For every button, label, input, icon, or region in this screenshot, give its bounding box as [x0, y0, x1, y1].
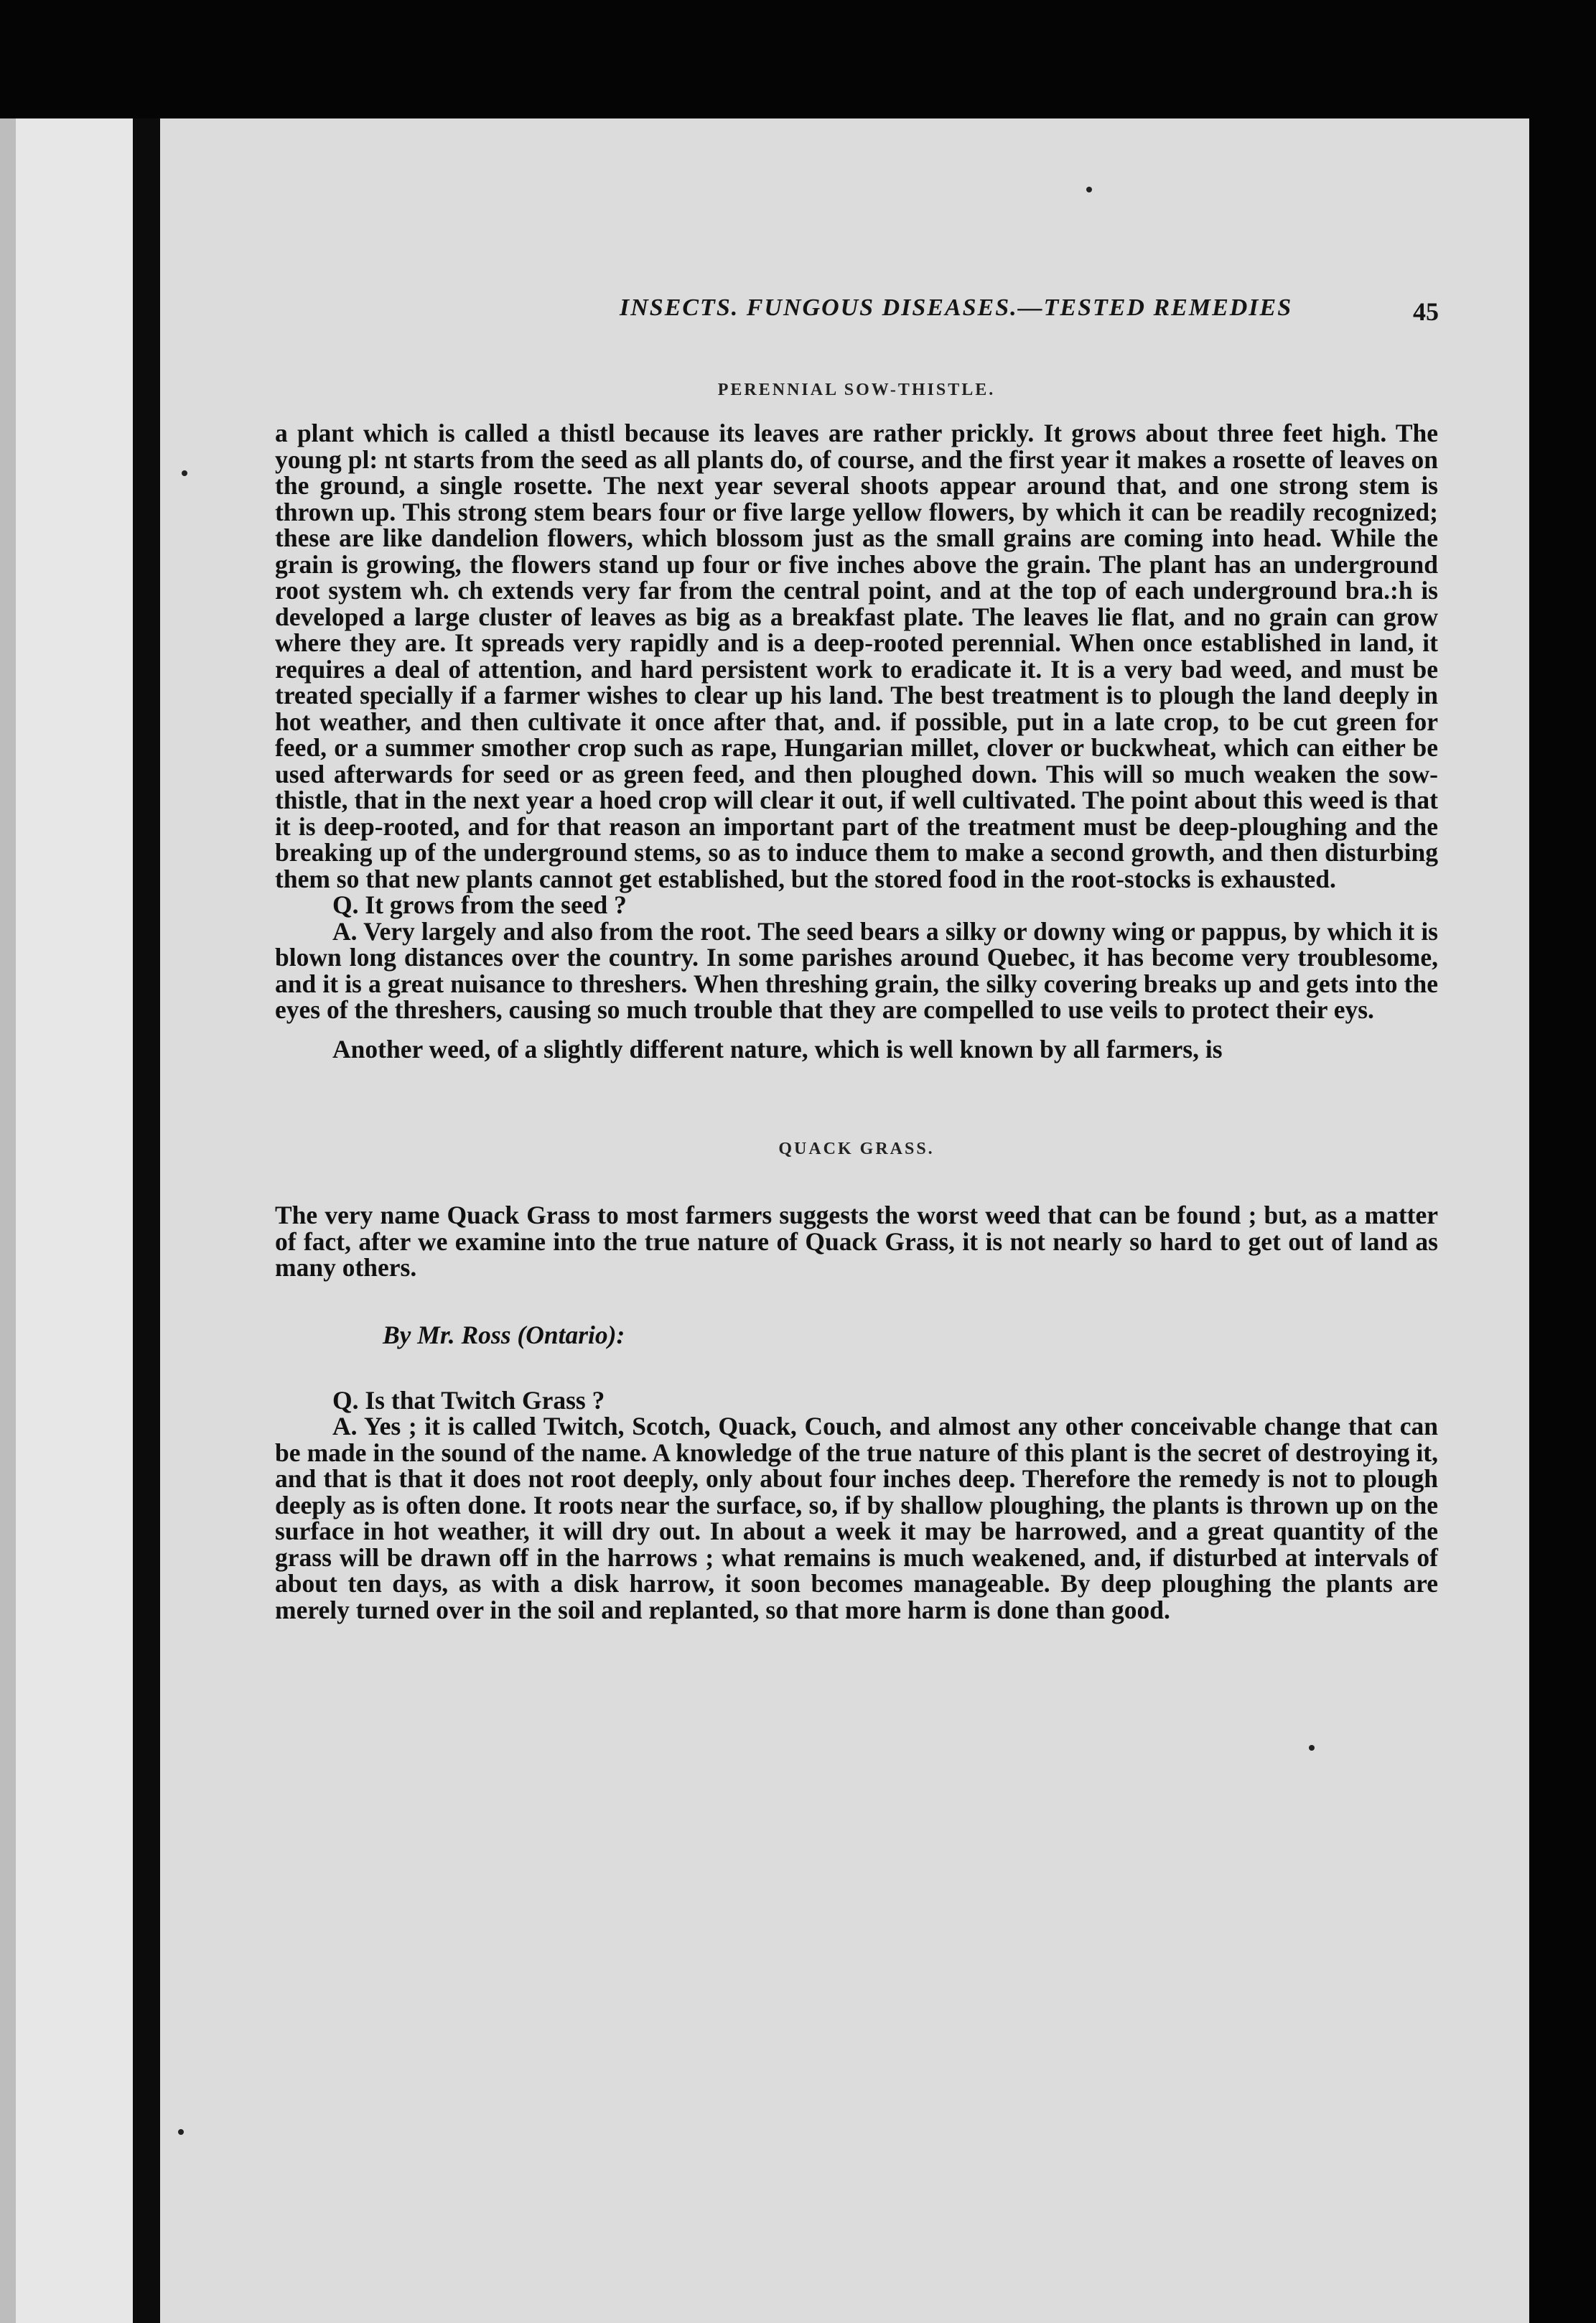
- running-head: INSECTS. FUNGOUS DISEASES.—TESTED REMEDIES: [620, 294, 1293, 321]
- scan-right-border: [1529, 0, 1596, 2323]
- paragraph: a plant which is called a thistl because its leaves are rather prickly. It grows about three feet high. The young pl: nt starts from the seed as all plants do, of course, and the first year it makes a rosette of leaves on the ground, a single rosette. The next year several shoots appear around that, and one strong stem is thrown up. This strong stem bears four or five large yellow flowers, by which it can be readily recognized; these are like dandelion flowers, which blossom just as the small grains are coming into head. While the grain is growing, the flowers stand up four or five inches above the grain. The plant has an underground root system wh. ch extends very far from the central point, and at the top of each underground bra.:h is developed a large cluster of leaves as big as a breakfast plate. The leaves lie flat, and no grain can grow where they are. It spreads very rapidly and is a deep-rooted perennial. When once established in land, it requires a deal of attention, and hard persistent work to eradicate it. It is a very bad weed, and must be treated specially if a farmer wishes to clear up his land. The best treatment is to plough the land deeply in hot weather, and then cultivate it once after that, and. if possible, put in a late crop, to be cut green for feed, or a summer smother crop such as rape, Hungarian millet, clover or buckwheat, which can either be used afterwards for seed or as green feed, and then ploughed down. This will so much weaken the sow-thistle, that in the next year a hoed crop will clear it out, if well cultivated. The point about this weed is that it is deep-rooted, and for that reason an important part of the treatment must be deep-ploughing and the breaking up of the underground stems, so as to induce them to make a second growth, and then disturbing them so that new plants cannot get established, but the stored food in the root-stocks is exhausted.: [275, 419, 1438, 893]
- paragraph: Another weed, of a slightly different nature, which is well known by all farmers, is: [332, 1034, 1223, 1063]
- page-speck: [1086, 187, 1092, 192]
- answer: A. Yes ; it is called Twitch, Scotch, Quack, Couch, and almost any other conceivable change that can be made in the sound of the name. A knowledge of the true nature of this plant is the secret of destroying it, and that is that it does not root deeply, only about four inches deep. Therefore the remedy is not to plough deeply as is often done. It roots near the surface, so, if by shallow ploughing, the plants is thrown up on the surface in hot weather, it will dry out. In about a week it may be harrowed, and a great quantity of the grass will be drawn off in the harrows ; what remains is much weakened, and, if disturbed at intervals of about ten days, as with a disk harrow, it soon becomes manageable. By deep ploughing the plants are merely turned over in the soil and replanted, so that more harm is done than good.: [275, 1412, 1438, 1624]
- page-speck: [1309, 1745, 1315, 1751]
- page-speck: [178, 2129, 184, 2135]
- question: Q. It grows from the seed ?: [332, 890, 627, 919]
- speaker-byline: By Mr. Ross (Ontario):: [383, 1320, 625, 1349]
- section-title-quack-grass: QUACK GRASS.: [778, 1140, 935, 1158]
- page-body: [275, 381, 1438, 1623]
- page-speck: [182, 470, 187, 476]
- book-page: [160, 118, 1529, 2323]
- paragraph: The very name Quack Grass to most farmers suggests the worst weed that can be found ; but, as a matter of fact, after we examine into the true nature of Quack Grass, it is not nearly so hard to get out of land as many others.: [275, 1201, 1438, 1282]
- book-binding: [133, 118, 160, 2323]
- facing-page-edge: [0, 118, 133, 2323]
- question: Q. Is that Twitch Grass ?: [332, 1385, 605, 1415]
- scan-top-border: [0, 0, 1596, 118]
- page-number: 45: [1413, 297, 1439, 326]
- section-title-sow-thistle: PERENNIAL SOW-THISTLE.: [717, 381, 996, 399]
- answer: A. Very largely and also from the root. The seed bears a silky or downy wing or pappus, by which it is blown long distances over the country. In some parishes around Quebec, it has become very troublesome, and it is a great nuisance to threshers. When threshing grain, the silky covering breaks up and gets into the eyes of the threshers, causing so much trouble that they are compelled to use veils to protect their eys.: [275, 916, 1438, 1024]
- facing-page-strip: [0, 118, 16, 2323]
